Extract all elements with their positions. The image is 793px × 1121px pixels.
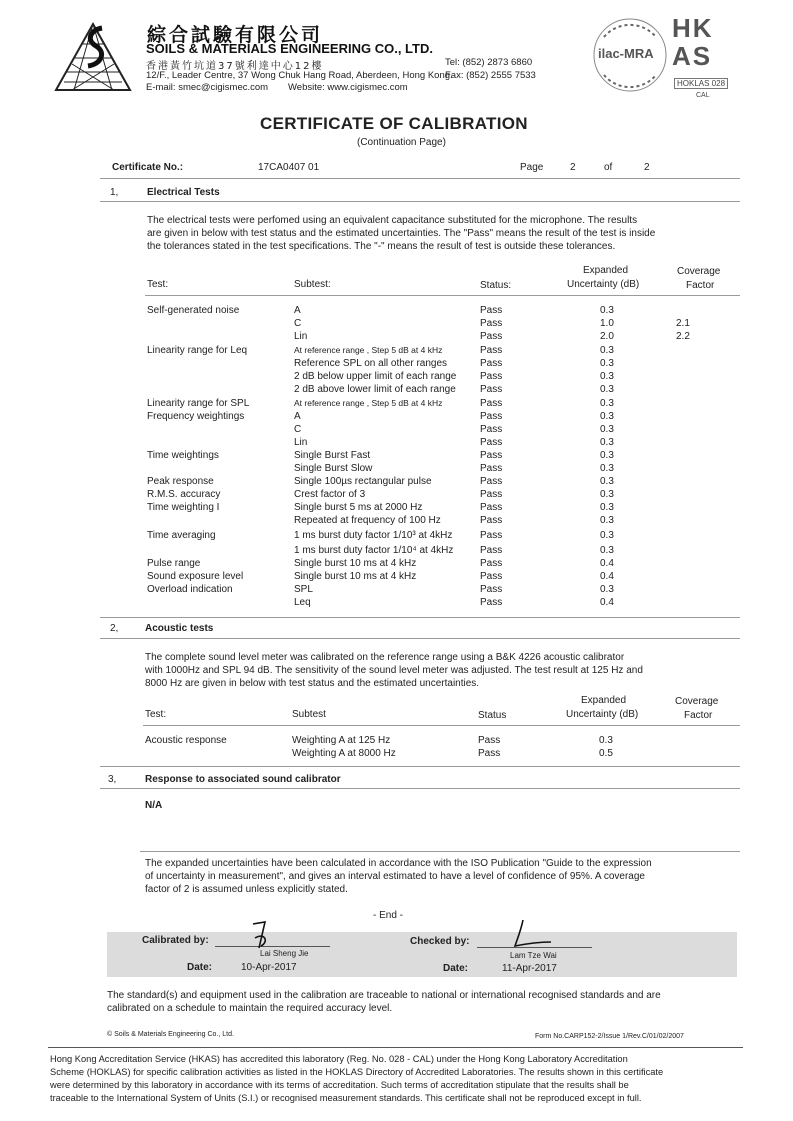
row-subtest: Single 100µs rectangular pulse bbox=[294, 476, 432, 487]
company-logo bbox=[52, 20, 134, 92]
row-test: R.M.S. accuracy bbox=[147, 489, 221, 500]
row-subtest: Single burst 10 ms at 4 kHz bbox=[294, 558, 417, 569]
row-test: Linearity range for SPL bbox=[147, 398, 250, 409]
divider bbox=[100, 788, 740, 789]
row-uncertainty: 0.3 bbox=[600, 450, 614, 461]
row-subtest: Single Burst Slow bbox=[294, 463, 373, 474]
row-status: Pass bbox=[480, 437, 503, 448]
table-row bbox=[0, 345, 793, 358]
row-uncertainty: 2.0 bbox=[600, 331, 614, 342]
row-subtest: Weighting A at 125 Hz bbox=[292, 735, 391, 746]
divider bbox=[143, 725, 740, 726]
table-row bbox=[0, 735, 793, 748]
col-header-uncertainty: Uncertainty (dB) bbox=[566, 709, 639, 720]
date-label: Date: bbox=[187, 962, 213, 973]
checked-date: 11-Apr-2017 bbox=[502, 963, 557, 974]
row-subtest: 2 dB below upper limit of each range bbox=[294, 371, 457, 382]
row-test: Self-generated noise bbox=[147, 305, 240, 316]
row-test: Frequency weightings bbox=[147, 411, 245, 422]
row-test: Sound exposure level bbox=[147, 571, 244, 582]
row-test: Time weighting I bbox=[147, 502, 220, 513]
row-status: Pass bbox=[480, 318, 503, 329]
row-subtest: A bbox=[294, 411, 301, 422]
row-test: Time averaging bbox=[147, 530, 216, 541]
section2-number: 2, bbox=[110, 623, 119, 634]
divider bbox=[100, 178, 740, 179]
row-uncertainty: 0.3 bbox=[600, 437, 614, 448]
row-uncertainty: 0.4 bbox=[600, 597, 614, 608]
col-header-coverage: Coverage bbox=[675, 696, 719, 707]
hkas-note bbox=[50, 1053, 740, 1105]
uncertainty-note bbox=[145, 857, 652, 896]
table-row bbox=[0, 597, 793, 610]
row-status: Pass bbox=[480, 476, 503, 487]
row-subtest: Single burst 5 ms at 2000 Hz bbox=[294, 502, 423, 513]
tel: Tel: (852) 2873 6860 bbox=[445, 57, 533, 68]
para-line: the tolerances stated in the test specifications. The "-" means the result of test is outside these tolerances. bbox=[147, 241, 616, 252]
section1-number: 1, bbox=[110, 187, 119, 198]
page-number: 2 bbox=[570, 162, 576, 173]
row-uncertainty: 0.3 bbox=[600, 371, 614, 382]
row-status: Pass bbox=[480, 502, 503, 513]
copyright: © Soils & Materials Engineering Co., Ltd. bbox=[107, 1031, 234, 1038]
table-row bbox=[0, 331, 793, 344]
row-test: Pulse range bbox=[147, 558, 201, 569]
section1-title: Electrical Tests bbox=[147, 187, 220, 198]
row-status: Pass bbox=[480, 384, 503, 395]
row-uncertainty: 1.0 bbox=[600, 318, 614, 329]
table-row bbox=[0, 384, 793, 397]
table-row bbox=[0, 558, 793, 571]
para-line: The complete sound level meter was calibrated on the reference range using a B&K 4226 acoustic calibrator bbox=[145, 652, 625, 663]
row-subtest: At reference range , Step 5 dB at 4 kHz bbox=[294, 398, 443, 408]
table-row bbox=[0, 489, 793, 502]
date-label: Date: bbox=[443, 963, 469, 974]
para-line: The standard(s) and equipment used in the calibration are traceable to national or international recognised standards and are bbox=[107, 990, 661, 1001]
row-subtest: Leq bbox=[294, 597, 311, 608]
row-status: Pass bbox=[480, 411, 503, 422]
row-uncertainty: 0.3 bbox=[600, 515, 614, 526]
page-title: CERTIFICATE OF CALIBRATION bbox=[260, 114, 528, 133]
calibrated-date: 10-Apr-2017 bbox=[241, 962, 297, 973]
row-test: Overload indication bbox=[147, 584, 233, 595]
table-row bbox=[0, 463, 793, 476]
row-subtest: SPL bbox=[294, 584, 313, 595]
col-header-test: Test: bbox=[147, 279, 169, 290]
table-row bbox=[0, 748, 793, 761]
table-row bbox=[0, 584, 793, 597]
col-header-expanded: Expanded bbox=[583, 265, 629, 276]
row-subtest: Repeated at frequency of 100 Hz bbox=[294, 515, 441, 526]
company-name-en: SOILS & MATERIALS ENGINEERING CO., LTD. bbox=[146, 41, 433, 56]
para-line: of uncertainty in measurement", and gives an interval estimated to have a level of confidence of 95%. A coverage bbox=[145, 871, 645, 882]
table-row bbox=[0, 545, 793, 558]
row-uncertainty: 0.3 bbox=[599, 735, 613, 746]
row-uncertainty: 0.3 bbox=[600, 411, 614, 422]
row-uncertainty: 0.4 bbox=[600, 558, 614, 569]
para-line: 8000 Hz are given in below with test status and the estimated uncertainties. bbox=[145, 678, 480, 689]
table-row bbox=[0, 305, 793, 318]
row-uncertainty: 0.3 bbox=[600, 530, 614, 541]
para-line: The expanded uncertainties have been calculated in accordance with the ISO Publication "Guide to the expression bbox=[145, 858, 652, 869]
checked-signature bbox=[505, 916, 555, 952]
table-row bbox=[0, 358, 793, 371]
row-status: Pass bbox=[480, 450, 503, 461]
row-uncertainty: 0.4 bbox=[600, 571, 614, 582]
table-row bbox=[0, 530, 793, 543]
row-status: Pass bbox=[478, 735, 501, 746]
row-status: Pass bbox=[478, 748, 501, 759]
row-uncertainty: 0.3 bbox=[600, 345, 614, 356]
table-row bbox=[0, 476, 793, 489]
para-line: are given in below with test status and the estimated uncertainties. The "Pass" means the result of the test is inside bbox=[147, 228, 656, 239]
row-subtest: C bbox=[294, 318, 302, 329]
para-line: Hong Kong Accreditation Service (HKAS) has accredited this laboratory (Reg. No. 028 - CAL) under the Hong Kong Laboratory Accreditation bbox=[50, 1054, 628, 1064]
para-line: were determined by this laboratory in accordance with its terms of accreditation. Such terms of accreditation stipulate that the results shall be bbox=[50, 1080, 629, 1090]
para-line: Scheme (HOKLAS) for specific calibration activities as listed in the HOKLAS Directory of Accredited Laboratories. The results shown in this certificate bbox=[50, 1067, 664, 1077]
col-header-uncertainty: Uncertainty (dB) bbox=[567, 279, 640, 290]
divider bbox=[48, 1047, 743, 1048]
row-subtest: Single Burst Fast bbox=[294, 450, 371, 461]
end-marker: - End - bbox=[373, 910, 404, 921]
row-status: Pass bbox=[480, 571, 503, 582]
row-status: Pass bbox=[480, 371, 503, 382]
divider bbox=[100, 201, 740, 202]
divider bbox=[140, 851, 740, 852]
section1-paragraph bbox=[147, 214, 655, 253]
ilac-mra-text: ilac-MRA bbox=[598, 46, 654, 61]
table-row bbox=[0, 398, 793, 411]
table-row bbox=[0, 318, 793, 331]
row-subtest: Reference SPL on all other ranges bbox=[294, 358, 448, 369]
row-uncertainty: 0.3 bbox=[600, 305, 614, 316]
cal-text: CAL bbox=[696, 92, 710, 99]
para-line: factor of 2 is assumed unless explicitly stated. bbox=[145, 884, 348, 895]
row-uncertainty: 0.3 bbox=[600, 476, 614, 487]
col-header-status: Status: bbox=[480, 280, 512, 291]
row-uncertainty: 0.3 bbox=[600, 502, 614, 513]
table-row bbox=[0, 515, 793, 528]
col-header-test: Test: bbox=[145, 709, 167, 720]
row-subtest: Lin bbox=[294, 437, 308, 448]
row-subtest: Lin bbox=[294, 331, 308, 342]
row-subtest: C bbox=[294, 424, 302, 435]
row-status: Pass bbox=[480, 463, 503, 474]
row-uncertainty: 0.3 bbox=[600, 384, 614, 395]
row-test: Peak response bbox=[147, 476, 214, 487]
row-status: Pass bbox=[480, 584, 503, 595]
row-status: Pass bbox=[480, 597, 503, 608]
page-label: Page bbox=[520, 162, 544, 173]
of-label: of bbox=[604, 162, 613, 173]
row-subtest: 1 ms burst duty factor 1/10³ at 4kHz bbox=[294, 530, 453, 541]
standards-note bbox=[107, 989, 661, 1015]
section2-title: Acoustic tests bbox=[145, 623, 214, 634]
hoklas-text: HOKLAS 028 bbox=[674, 78, 728, 89]
row-uncertainty: 0.3 bbox=[600, 398, 614, 409]
section3-number: 3, bbox=[108, 774, 117, 785]
row-subtest: At reference range , Step 5 dB at 4 kHz bbox=[294, 345, 443, 355]
row-status: Pass bbox=[480, 530, 503, 541]
section2-paragraph bbox=[145, 651, 643, 690]
row-status: Pass bbox=[480, 424, 503, 435]
col-header-status: Status bbox=[478, 710, 507, 721]
row-status: Pass bbox=[480, 305, 503, 316]
para-line: The electrical tests were perfomed using an equivalent capacitance substituted for the microphone. The results bbox=[147, 215, 638, 226]
col-header-subtest: Subtest: bbox=[294, 279, 331, 290]
col-header-factor: Factor bbox=[684, 710, 713, 721]
row-subtest: 1 ms burst duty factor 1/10⁴ at 4kHz bbox=[294, 545, 454, 556]
para-line: traceable to the International System of Units (S.I.) or recognised measurement standards. This certificate shall not be reproduced except in full. bbox=[50, 1093, 642, 1103]
row-uncertainty: 0.3 bbox=[600, 489, 614, 500]
table-row bbox=[0, 437, 793, 450]
row-status: Pass bbox=[480, 545, 503, 556]
form-number: Form No.CARP152-2/Issue 1/Rev.C/01/02/2007 bbox=[535, 1033, 684, 1040]
divider bbox=[100, 638, 740, 639]
row-status: Pass bbox=[480, 489, 503, 500]
col-header-expanded: Expanded bbox=[581, 695, 627, 706]
row-subtest: Crest factor of 3 bbox=[294, 489, 366, 500]
row-status: Pass bbox=[480, 558, 503, 569]
row-coverage: 2.2 bbox=[676, 331, 690, 342]
para-line: with 1000Hz and SPL 94 dB. The sensitivity of the sound level meter was adjusted. The test result at 125 Hz and bbox=[145, 665, 643, 676]
calibrated-name: Lai Sheng Jie bbox=[260, 949, 309, 958]
table-row bbox=[0, 502, 793, 515]
col-header-coverage: Coverage bbox=[677, 266, 721, 277]
row-test: Linearity range for Leq bbox=[147, 345, 248, 356]
row-test: Acoustic response bbox=[145, 735, 227, 746]
row-status: Pass bbox=[480, 398, 503, 409]
page-subtitle: (Continuation Page) bbox=[357, 137, 446, 148]
row-uncertainty: 0.3 bbox=[600, 463, 614, 474]
certificate-label: Certificate No.: bbox=[112, 162, 184, 173]
divider bbox=[145, 295, 740, 296]
address-cn: 香港黃竹坑道37號利達中心12樓 bbox=[146, 61, 324, 72]
company-name-cn: 綜合試驗有限公司 bbox=[147, 24, 324, 46]
row-subtest: A bbox=[294, 305, 301, 316]
fax: Fax: (852) 2555 7533 bbox=[445, 70, 536, 81]
row-status: Pass bbox=[480, 515, 503, 526]
table-row bbox=[0, 371, 793, 384]
row-status: Pass bbox=[480, 358, 503, 369]
certificate-number: 17CA0407 01 bbox=[258, 162, 320, 173]
col-header-factor: Factor bbox=[686, 280, 715, 291]
table-row bbox=[0, 411, 793, 424]
row-coverage: 2.1 bbox=[676, 318, 690, 329]
row-subtest: 2 dB above lower limit of each range bbox=[294, 384, 456, 395]
row-uncertainty: 0.3 bbox=[600, 545, 614, 556]
divider bbox=[100, 617, 740, 618]
hoklas-logo: HK AS HOKLAS 028 CAL bbox=[672, 14, 744, 100]
address-en: 12/F., Leader Centre, 37 Wong Chuk Hang Road, Aberdeen, Hong Kong. bbox=[146, 70, 453, 81]
table-row bbox=[0, 571, 793, 584]
row-uncertainty: 0.3 bbox=[600, 584, 614, 595]
para-line: calibrated on a schedule to maintain the required accuracy level. bbox=[107, 1003, 393, 1014]
website: Website: www.cigismec.com bbox=[288, 82, 408, 93]
table-row bbox=[0, 450, 793, 463]
row-uncertainty: 0.3 bbox=[600, 358, 614, 369]
page-total: 2 bbox=[644, 162, 650, 173]
row-test: Time weightings bbox=[147, 450, 219, 461]
divider bbox=[100, 766, 740, 767]
email: E-mail: smec@cigismec.com bbox=[146, 82, 269, 93]
row-subtest: Weighting A at 8000 Hz bbox=[292, 748, 396, 759]
checked-name: Lam Tze Wai bbox=[510, 951, 557, 960]
table-row bbox=[0, 424, 793, 437]
checked-by-label: Checked by: bbox=[410, 936, 470, 947]
section3-title: Response to associated sound calibrator bbox=[145, 774, 341, 785]
row-status: Pass bbox=[480, 331, 503, 342]
ilac-mra-logo bbox=[590, 15, 670, 95]
row-uncertainty: 0.5 bbox=[599, 748, 613, 759]
row-status: Pass bbox=[480, 345, 503, 356]
col-header-subtest: Subtest bbox=[292, 709, 326, 720]
section3-value: N/A bbox=[145, 800, 163, 811]
calibrated-by-label: Calibrated by: bbox=[142, 935, 209, 946]
row-uncertainty: 0.3 bbox=[600, 424, 614, 435]
row-subtest: Single burst 10 ms at 4 kHz bbox=[294, 571, 417, 582]
